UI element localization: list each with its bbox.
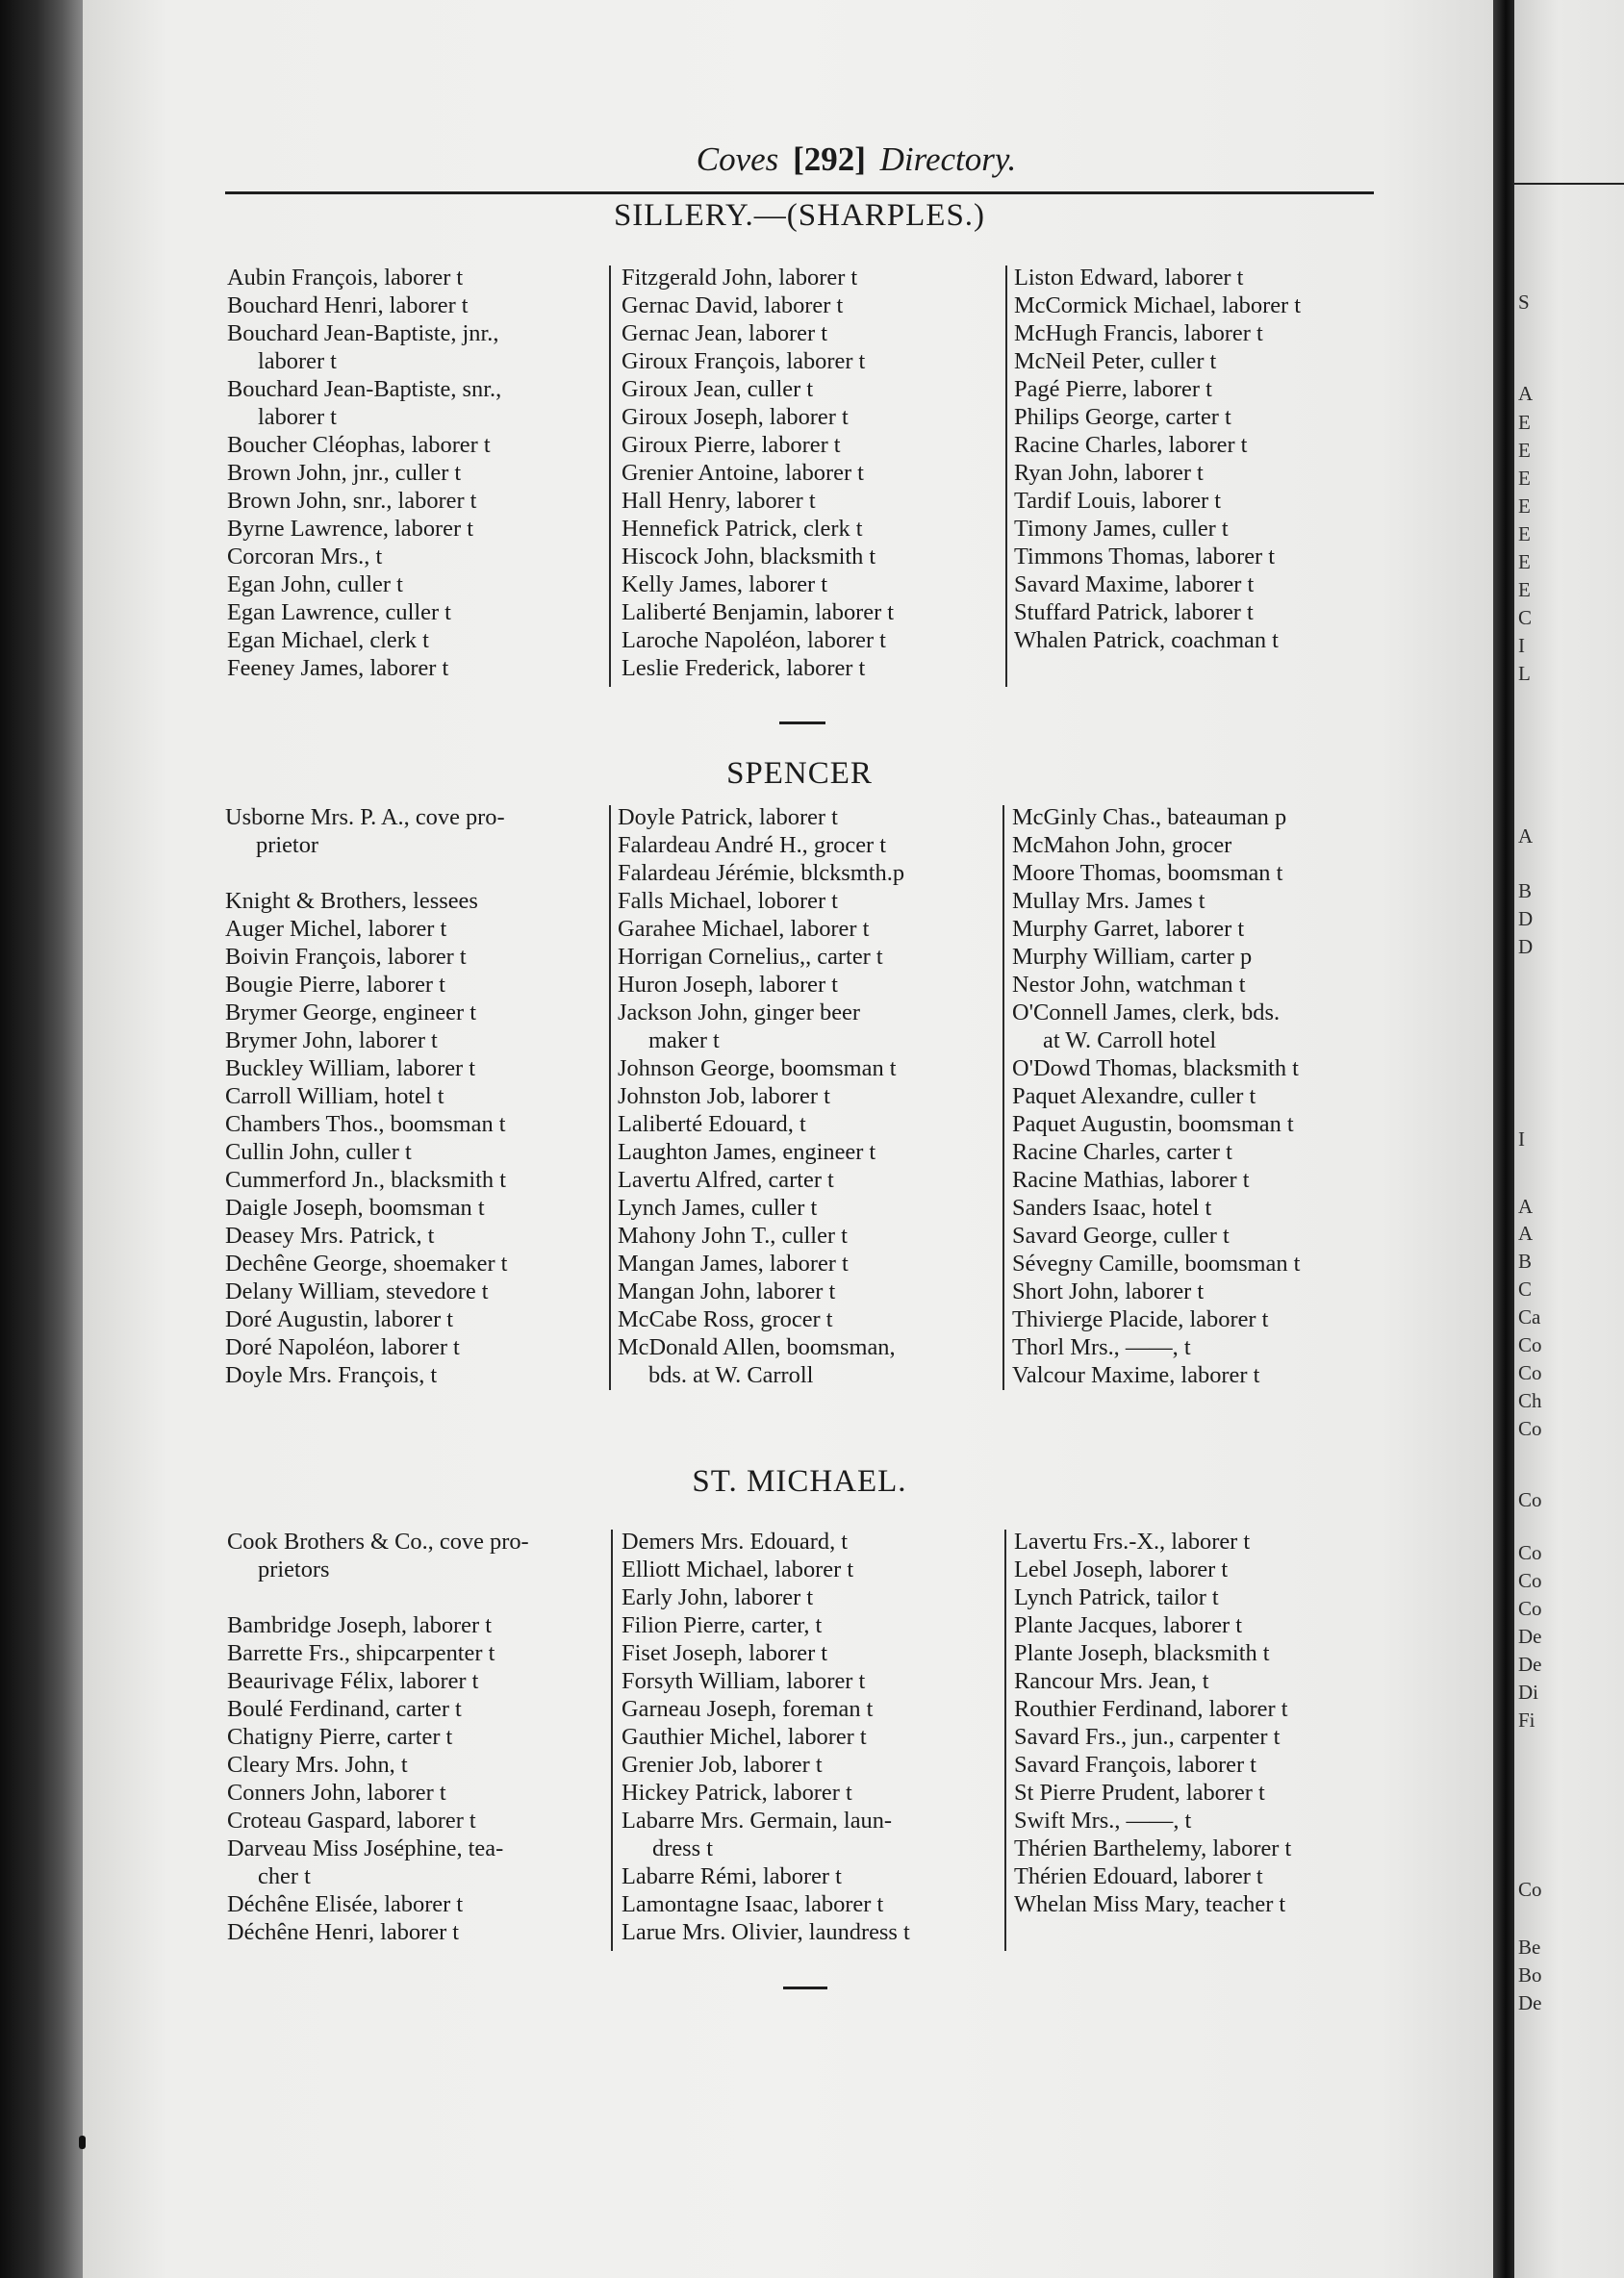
directory-entry: Racine Charles, laborer t — [1014, 432, 1248, 458]
directory-entry: Boivin François, laborer t — [225, 944, 467, 970]
column-3 — [1012, 803, 1300, 1389]
directory-entry: maker t — [648, 1027, 720, 1053]
directory-entry: Brown John, snr., laborer t — [227, 488, 477, 514]
adjacent-page-fragment: E — [1518, 411, 1531, 434]
directory-entry: Lynch James, culler t — [618, 1195, 818, 1221]
directory-entry: Byrne Lawrence, laborer t — [227, 516, 473, 542]
directory-entry: Giroux Pierre, laborer t — [622, 432, 841, 458]
directory-entry: Kelly James, laborer t — [622, 571, 828, 597]
directory-entry: Nestor John, watchman t — [1012, 972, 1246, 998]
directory-entry: at W. Carroll hotel — [1043, 1027, 1217, 1053]
column-2 — [618, 803, 904, 1389]
directory-entry: O'Dowd Thomas, blacksmith t — [1012, 1055, 1299, 1081]
directory-entry: McDonald Allen, boomsman, — [618, 1334, 896, 1360]
column-divider — [1004, 1530, 1006, 1951]
directory-entry: Bambridge Joseph, laborer t — [227, 1612, 493, 1638]
adjacent-page-fragment: D — [1518, 907, 1534, 930]
directory-entry: Paquet Augustin, boomsman t — [1012, 1111, 1294, 1137]
adjacent-page-fragment: Bo — [1518, 1963, 1542, 1987]
column-divider — [1005, 266, 1007, 687]
directory-entry: Labarre Mrs. Germain, laun- — [622, 1808, 893, 1834]
directory-entry: Doyle Patrick, laborer t — [618, 804, 838, 830]
running-head — [558, 140, 1155, 179]
adjacent-page-fragment: Ch — [1518, 1389, 1542, 1412]
directory-entry: McCabe Ross, grocer t — [618, 1306, 833, 1332]
directory-entry: Grenier Antoine, laborer t — [622, 460, 864, 486]
adjacent-page-fragment: Co — [1518, 1541, 1542, 1564]
directory-entry: Doré Napoléon, laborer t — [225, 1334, 460, 1360]
directory-entry: dress t — [652, 1835, 714, 1861]
directory-entry: Savard Frs., jun., carpenter t — [1014, 1724, 1281, 1750]
directory-entry: Thorl Mrs., ——, t — [1012, 1334, 1191, 1360]
directory-entry: Cleary Mrs. John, t — [227, 1752, 408, 1778]
directory-entry: Routhier Ferdinand, laborer t — [1014, 1696, 1288, 1722]
adjacent-page-fragment: B — [1518, 879, 1533, 902]
adjacent-page-fragment: E — [1518, 578, 1531, 601]
directory-entry: Feeney James, laborer t — [227, 655, 449, 681]
directory-entry: Buckley William, laborer t — [225, 1055, 476, 1081]
directory-entry: Rancour Mrs. Jean, t — [1014, 1668, 1209, 1694]
directory-entry: cher t — [258, 1863, 311, 1889]
adjacent-page-fragment: Co — [1518, 1569, 1542, 1592]
directory-entry: Short John, laborer t — [1012, 1278, 1205, 1304]
directory-entry: Plante Joseph, blacksmith t — [1014, 1640, 1270, 1666]
adjacent-page-fragment: E — [1518, 522, 1531, 545]
directory-entry: Lynch Patrick, tailor t — [1014, 1584, 1219, 1610]
directory-entry: Hall Henry, laborer t — [622, 488, 816, 514]
directory-entry: Whalen Patrick, coachman t — [1014, 627, 1279, 653]
directory-entry: Larue Mrs. Olivier, laundress t — [622, 1919, 910, 1945]
adjacent-page-fragment: B — [1518, 1250, 1533, 1273]
directory-entry: Auger Michel, laborer t — [225, 916, 447, 942]
adjacent-page-fragment: E — [1518, 467, 1531, 490]
directory-entry: Jackson John, ginger beer — [618, 1000, 860, 1025]
adjacent-page-fragment: De — [1518, 1991, 1542, 2014]
adjacent-page-fragment: E — [1518, 439, 1531, 462]
section-separator — [779, 721, 825, 724]
directory-entry: Valcour Maxime, laborer t — [1012, 1362, 1260, 1388]
directory-entry: Giroux Joseph, laborer t — [622, 404, 849, 430]
directory-entry: Savard François, laborer t — [1014, 1752, 1256, 1778]
directory-entry: Conners John, laborer t — [227, 1780, 446, 1806]
directory-entry: Gauthier Michel, laborer t — [622, 1724, 867, 1750]
directory-entry: O'Connell James, clerk, bds. — [1012, 1000, 1281, 1025]
directory-entry: Cullin John, culler t — [225, 1139, 412, 1165]
running-head-right: Directory. — [879, 140, 1017, 178]
directory-entry: Liston Edward, laborer t — [1014, 265, 1244, 291]
adjacent-page-fragment: A — [1518, 824, 1534, 848]
directory-entry: Forsyth William, laborer t — [622, 1668, 866, 1694]
directory-entry: Sévegny Camille, boomsman t — [1012, 1251, 1301, 1277]
column-divider — [611, 1530, 613, 1951]
adjacent-page-fragment: Ca — [1518, 1305, 1541, 1329]
adjacent-page-edge — [1514, 0, 1624, 2278]
directory-entry: Falls Michael, loborer t — [618, 888, 838, 914]
header-rule — [225, 191, 1374, 194]
directory-entry: Brown John, jnr., culler t — [227, 460, 462, 486]
directory-entry: Bouchard Jean-Baptiste, jnr., — [227, 320, 499, 346]
directory-entry: Timmons Thomas, laborer t — [1014, 544, 1276, 570]
directory-entry: Demers Mrs. Edouard, t — [622, 1529, 849, 1555]
directory-entry: Cummerford Jn., blacksmith t — [225, 1167, 506, 1193]
adjacent-page-fragment: L — [1518, 662, 1531, 685]
directory-entry: Brymer George, engineer t — [225, 1000, 476, 1025]
column-divider — [609, 805, 611, 1390]
adjacent-page-rule — [1514, 183, 1624, 185]
book-binding-edge — [0, 0, 83, 2278]
directory-entry: Lavertu Alfred, carter t — [618, 1167, 834, 1193]
directory-entry: Doré Augustin, laborer t — [225, 1306, 454, 1332]
directory-entry: Laroche Napoléon, laborer t — [622, 627, 886, 653]
page-number: [292] — [793, 140, 866, 178]
directory-entry: Bouchard Henri, laborer t — [227, 292, 469, 318]
directory-entry: Knight & Brothers, lessees — [225, 888, 478, 914]
directory-entry: Dechêne George, shoemaker t — [225, 1251, 508, 1277]
directory-entry: McMahon John, grocer — [1012, 832, 1232, 858]
directory-entry: Falardeau Jérémie, blcksmth.p — [618, 860, 905, 886]
column-2 — [622, 1528, 910, 1946]
directory-entry: Johnston Job, laborer t — [618, 1083, 830, 1109]
adjacent-page-fragment: Di — [1518, 1681, 1538, 1704]
directory-entry: Filion Pierre, carter, t — [622, 1612, 823, 1638]
directory-entry: Laughton James, engineer t — [618, 1139, 876, 1165]
directory-entry: Doyle Mrs. François, t — [225, 1362, 438, 1388]
directory-entry: laborer t — [258, 348, 337, 374]
directory-entry: Thivierge Placide, laborer t — [1012, 1306, 1269, 1332]
directory-entry: Leslie Frederick, laborer t — [622, 655, 866, 681]
directory-entry: Thérien Barthelemy, laborer t — [1014, 1835, 1292, 1861]
directory-entry: Murphy William, carter p — [1012, 944, 1253, 970]
directory-entry: Egan Lawrence, culler t — [227, 599, 451, 625]
directory-entry: Labarre Rémi, laborer t — [622, 1863, 842, 1889]
directory-entry: Gernac Jean, laborer t — [622, 320, 827, 346]
directory-entry: McGinly Chas., bateauman p — [1012, 804, 1287, 830]
directory-entry: Sanders Isaac, hotel t — [1012, 1195, 1212, 1221]
directory-entry: Mangan John, laborer t — [618, 1278, 836, 1304]
directory-entry: Cook Brothers & Co., cove pro- — [227, 1529, 529, 1555]
adjacent-page-fragment: De — [1518, 1625, 1542, 1648]
directory-entry: Fiset Joseph, laborer t — [622, 1640, 828, 1666]
section-title-sillery: SILLERY.—(SHARPLES.) — [613, 198, 986, 233]
directory-entry: Giroux Jean, culler t — [622, 376, 814, 402]
adjacent-page-fragment: D — [1518, 935, 1534, 958]
adjacent-page-fragment: Be — [1518, 1936, 1541, 1959]
directory-entry: Egan Michael, clerk t — [227, 627, 429, 653]
adjacent-page-fragment: De — [1518, 1653, 1542, 1676]
directory-entry: bds. at W. Carroll — [648, 1362, 814, 1388]
directory-entry: Egan John, culler t — [227, 571, 403, 597]
directory-entry: McNeil Peter, culler t — [1014, 348, 1217, 374]
directory-entry: McHugh Francis, laborer t — [1014, 320, 1263, 346]
adjacent-page-fragment: Fi — [1518, 1708, 1535, 1732]
directory-entry: Murphy Garret, laborer t — [1012, 916, 1245, 942]
adjacent-page-fragment: Co — [1518, 1333, 1542, 1356]
directory-entry — [227, 1583, 529, 1611]
directory-entry: laborer t — [258, 404, 337, 430]
directory-entry: Timony James, culler t — [1014, 516, 1229, 542]
directory-entry: Daigle Joseph, boomsman t — [225, 1195, 485, 1221]
directory-entry: Paquet Alexandre, culler t — [1012, 1083, 1256, 1109]
directory-entry: Philips George, carter t — [1014, 404, 1231, 430]
adjacent-page-fragment: Co — [1518, 1878, 1542, 1901]
directory-entry: Whelan Miss Mary, teacher t — [1014, 1891, 1286, 1917]
column-2 — [622, 264, 894, 682]
directory-entry: Darveau Miss Joséphine, tea- — [227, 1835, 504, 1861]
adjacent-page-fragment: S — [1518, 291, 1530, 314]
column-1 — [225, 803, 507, 1389]
adjacent-page-fragment: A — [1518, 382, 1534, 405]
directory-entry: Carroll William, hotel t — [225, 1083, 444, 1109]
directory-entry: Croteau Gaspard, laborer t — [227, 1808, 476, 1834]
adjacent-page-fragment: C — [1518, 606, 1533, 629]
directory-entry: Lebel Joseph, laborer t — [1014, 1557, 1229, 1582]
directory-entry: Mullay Mrs. James t — [1012, 888, 1205, 914]
column-divider — [609, 266, 611, 687]
adjacent-page-fragment: A — [1518, 1195, 1534, 1218]
directory-entry: St Pierre Prudent, laborer t — [1014, 1780, 1265, 1806]
directory-entry: Thérien Edouard, laborer t — [1014, 1863, 1263, 1889]
directory-entry: Tardif Louis, laborer t — [1014, 488, 1222, 514]
section-title-st-michael: ST. MICHAEL. — [692, 1464, 907, 1499]
directory-entry: Savard Maxime, laborer t — [1014, 571, 1255, 597]
directory-entry: Fitzgerald John, laborer t — [622, 265, 858, 291]
column-3 — [1014, 264, 1301, 654]
directory-entry: Johnson George, boomsman t — [618, 1055, 897, 1081]
directory-entry: Hennefick Patrick, clerk t — [622, 516, 863, 542]
directory-entry: Swift Mrs., ——, t — [1014, 1808, 1192, 1834]
directory-entry: Corcoran Mrs., t — [227, 544, 383, 570]
directory-entry: Chambers Thos., boomsman t — [225, 1111, 506, 1137]
directory-entry: Garahee Michael, laborer t — [618, 916, 870, 942]
adjacent-page-fragment: C — [1518, 1278, 1533, 1301]
directory-entry: Stuffard Patrick, laborer t — [1014, 599, 1254, 625]
directory-entry: Racine Mathias, laborer t — [1012, 1167, 1250, 1193]
directory-entry: Barrette Frs., shipcarpenter t — [227, 1640, 495, 1666]
directory-entry: McCormick Michael, laborer t — [1014, 292, 1302, 318]
directory-entry: Savard George, culler t — [1012, 1223, 1230, 1249]
adjacent-page-fragment: E — [1518, 550, 1531, 573]
directory-entry: Deasey Mrs. Patrick, t — [225, 1223, 435, 1249]
directory-entry: Racine Charles, carter t — [1012, 1139, 1232, 1165]
adjacent-page-fragment: E — [1518, 494, 1531, 518]
directory-entry: prietors — [258, 1557, 330, 1582]
column-1 — [227, 1528, 529, 1946]
directory-entry: Boucher Cléophas, laborer t — [227, 432, 491, 458]
directory-entry: Aubin François, laborer t — [227, 265, 464, 291]
directory-entry: Brymer John, laborer t — [225, 1027, 438, 1053]
adjacent-page-fragment: Co — [1518, 1488, 1542, 1511]
running-head-left: Coves — [696, 140, 779, 178]
section-separator — [783, 1987, 827, 1989]
directory-entry: Déchêne Henri, laborer t — [227, 1919, 460, 1945]
directory-entry: Garneau Joseph, foreman t — [622, 1696, 874, 1722]
directory-entry: Pagé Pierre, laborer t — [1014, 376, 1212, 402]
directory-entry — [225, 859, 507, 887]
directory-entry: Gernac David, laborer t — [622, 292, 844, 318]
directory-entry: Laliberté Edouard, t — [618, 1111, 806, 1137]
directory-entry: Plante Jacques, laborer t — [1014, 1612, 1243, 1638]
adjacent-page-fragment: Co — [1518, 1417, 1542, 1440]
directory-entry: Boulé Ferdinand, carter t — [227, 1696, 462, 1722]
directory-entry: Falardeau André H., grocer t — [618, 832, 887, 858]
adjacent-page-fragment: Co — [1518, 1361, 1542, 1384]
directory-entry: Lamontagne Isaac, laborer t — [622, 1891, 884, 1917]
directory-entry: prietor — [256, 832, 319, 858]
directory-entry: Mangan James, laborer t — [618, 1251, 849, 1277]
section-title-spencer: SPENCER — [726, 756, 873, 791]
directory-entry: Laliberté Benjamin, laborer t — [622, 599, 895, 625]
book-gutter — [1493, 0, 1514, 2278]
directory-entry: Horrigan Cornelius,, carter t — [618, 944, 883, 970]
directory-entry: Lavertu Frs.-X., laborer t — [1014, 1529, 1251, 1555]
directory-entry: Hickey Patrick, laborer t — [622, 1780, 852, 1806]
adjacent-page-fragment: A — [1518, 1222, 1534, 1245]
directory-entry: Elliott Michael, laborer t — [622, 1557, 854, 1582]
directory-entry: Delany William, stevedore t — [225, 1278, 489, 1304]
directory-entry: Beaurivage Félix, laborer t — [227, 1668, 479, 1694]
column-divider — [1002, 805, 1004, 1390]
directory-entry: Bouchard Jean-Baptiste, snr., — [227, 376, 502, 402]
directory-entry: Déchêne Elisée, laborer t — [227, 1891, 464, 1917]
column-1 — [227, 264, 501, 682]
page-edge-mark — [79, 2136, 86, 2149]
column-3 — [1014, 1528, 1291, 1918]
directory-entry: Usborne Mrs. P. A., cove pro- — [225, 804, 505, 830]
directory-entry: Ryan John, laborer t — [1014, 460, 1204, 486]
adjacent-page-fragment: Co — [1518, 1597, 1542, 1620]
directory-entry: Hiscock John, blacksmith t — [622, 544, 876, 570]
directory-entry: Bougie Pierre, laborer t — [225, 972, 445, 998]
adjacent-page-fragment: I — [1518, 634, 1525, 657]
directory-entry: Early John, laborer t — [622, 1584, 814, 1610]
directory-entry: Grenier Job, laborer t — [622, 1752, 823, 1778]
directory-entry: Huron Joseph, laborer t — [618, 972, 838, 998]
directory-entry: Moore Thomas, boomsman t — [1012, 860, 1283, 886]
directory-entry: Mahony John T., culler t — [618, 1223, 848, 1249]
adjacent-page-fragment: I — [1518, 1127, 1525, 1151]
directory-entry: Giroux François, laborer t — [622, 348, 866, 374]
directory-entry: Chatigny Pierre, carter t — [227, 1724, 453, 1750]
